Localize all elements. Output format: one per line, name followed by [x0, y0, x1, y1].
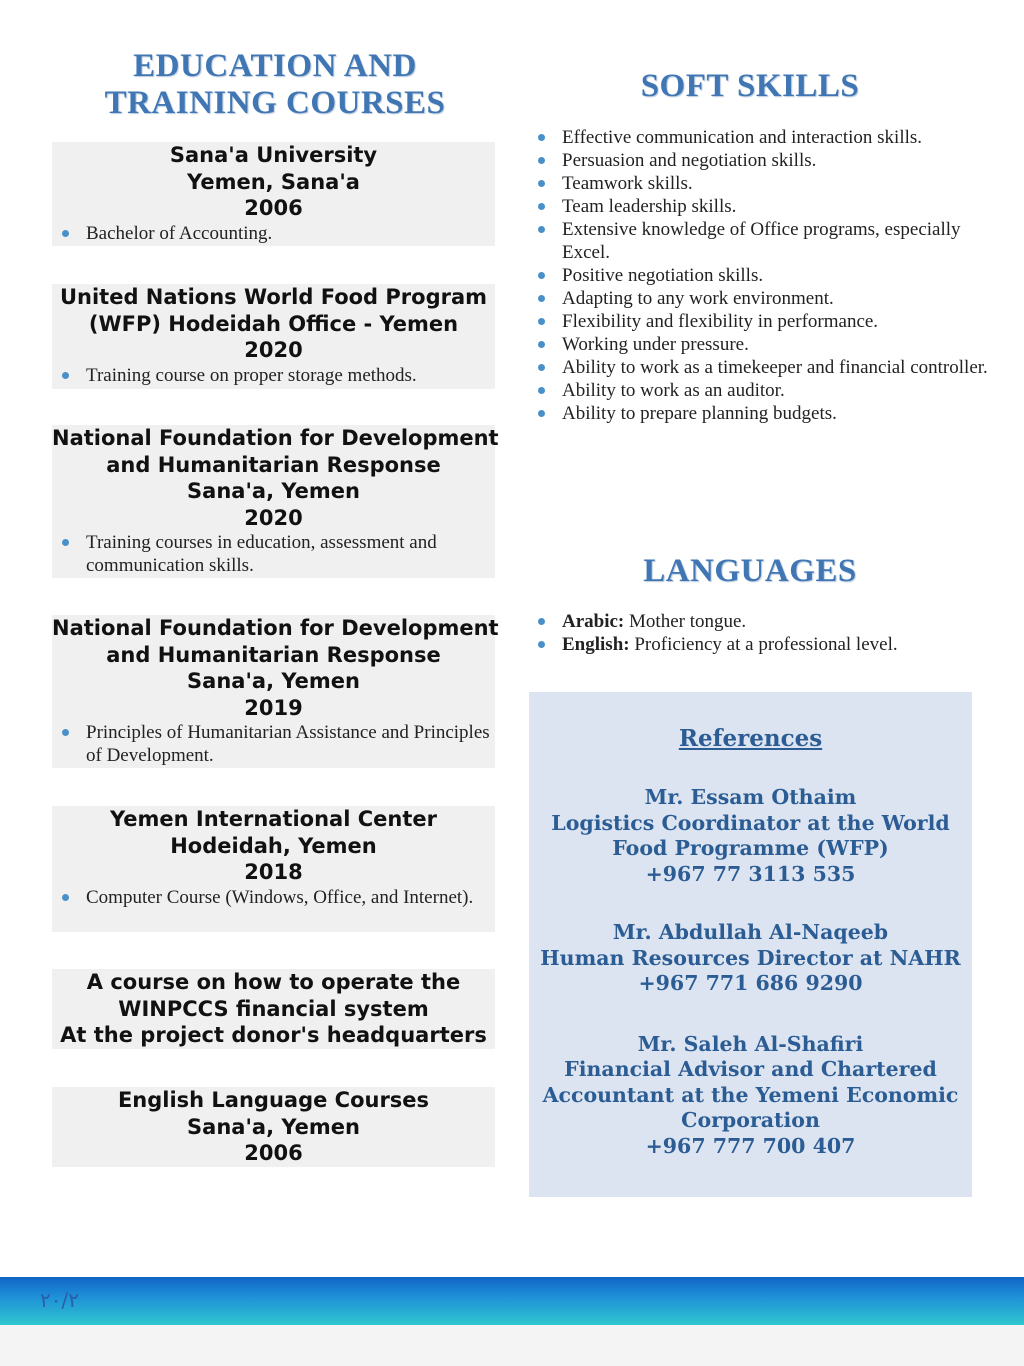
education-entry — [52, 142, 495, 246]
entry-title: United Nations World Food Program (WFP) Hodeidah Office - Yemen 2020 — [59, 285, 488, 362]
entry-title: A course on how to operate the WINPCCS financial system At the project donor's headquarters — [60, 970, 487, 1047]
list-item: Extensive knowledge of Office programs, especially Excel. — [528, 218, 998, 264]
references-heading: References — [678, 725, 823, 752]
entry-title: National Foundation for Development and Humanitarian Response Sana'a, Yemen 2020 — [52, 426, 499, 530]
list-item: Ability to work as an auditor. — [528, 379, 998, 402]
entry-title: English Language Courses Sana'a, Yemen 2006 — [117, 1088, 430, 1165]
soft-skills-heading: SOFT SKILLS — [640, 68, 860, 104]
education-entry — [52, 969, 495, 1049]
list-item: Ability to work as a timekeeper and financial controller. — [528, 356, 998, 379]
entry-title: Sana'a University Yemen, Sana'a 2006 — [169, 143, 378, 220]
list-item: Training courses in education, assessment and communication skills. — [52, 531, 495, 577]
list-item: Positive negotiation skills. — [528, 264, 998, 287]
education-entry — [52, 425, 499, 578]
entry-title: Yemen International Center Hodeidah, Yemen 2018 — [110, 807, 437, 884]
languages-list — [528, 610, 998, 656]
list-item: Effective communication and interaction skills. — [528, 126, 998, 149]
entry-title: National Foundation for Development and Humanitarian Response Sana'a, Yemen 2019 — [52, 616, 499, 720]
list-item: Computer Course (Windows, Office, and Internet). — [52, 886, 495, 909]
page-number: ٢٠/٢ — [40, 1288, 79, 1312]
footer-margin — [0, 1325, 1024, 1366]
education-entry — [52, 806, 495, 932]
list-item: Flexibility and flexibility in performance. — [528, 310, 998, 333]
soft-skills-list — [528, 126, 998, 425]
reference-contact: Mr. Abdullah Al-Naqeeb Human Resources Director at NAHR +967 771 686 9290 — [540, 920, 961, 995]
languages-heading: LANGUAGES — [643, 553, 857, 589]
education-entry — [52, 284, 495, 389]
list-item: Persuasion and negotiation skills. — [528, 149, 998, 172]
list-item: Working under pressure. — [528, 333, 998, 356]
list-item: Training course on proper storage methods. — [52, 364, 495, 387]
reference-contact: Mr. Saleh Al-Shafiri Financial Advisor and Chartered Accountant at the Yemeni Economic Corporation +967 777 700 407 — [542, 1031, 959, 1158]
list-item: English: Proficiency at a professional level. — [528, 633, 998, 656]
education-heading: EDUCATION AND TRAINING COURSES — [104, 48, 446, 121]
list-item: Ability to prepare planning budgets. — [528, 402, 998, 425]
list-item: Adapting to any work environment. — [528, 287, 998, 310]
references-panel — [529, 692, 972, 1197]
education-entry — [52, 615, 499, 768]
list-item: Team leadership skills. — [528, 195, 998, 218]
list-item: Arabic: Mother tongue. — [528, 610, 998, 633]
education-entry — [52, 1087, 495, 1167]
list-item: Principles of Humanitarian Assistance and Principles of Development. — [52, 721, 495, 767]
list-item: Teamwork skills. — [528, 172, 998, 195]
list-item: Bachelor of Accounting. — [52, 222, 495, 245]
reference-contact: Mr. Essam Othaim Logistics Coordinator at the World Food Programme (WFP) +967 77 3113 535 — [551, 785, 950, 886]
footer-bar — [0, 1277, 1024, 1325]
